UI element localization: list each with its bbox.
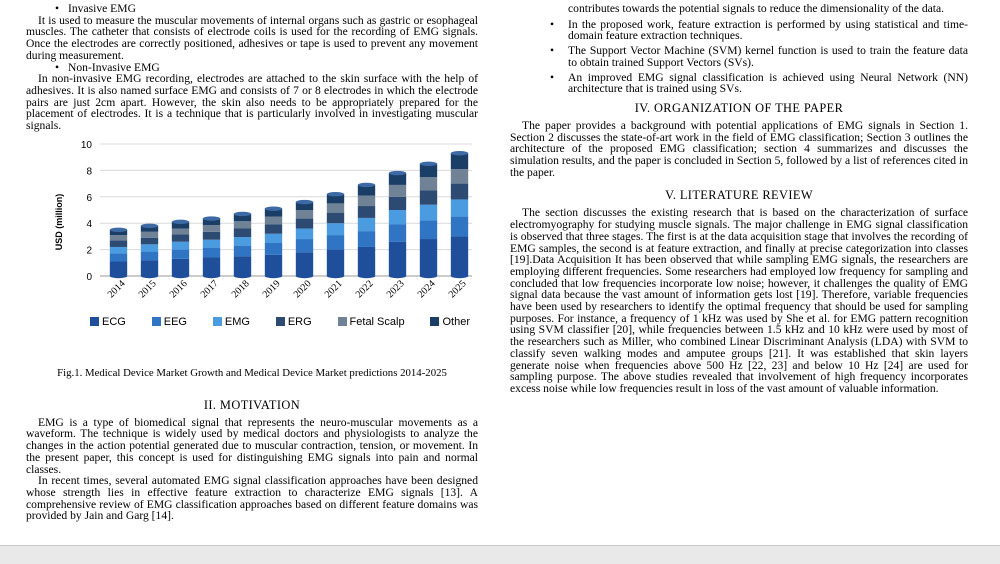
bar-segment: [389, 224, 406, 241]
bar-segment: [203, 239, 220, 247]
x-tick-label: 2014: [105, 278, 128, 300]
bar-bottom-cap: [420, 274, 437, 278]
paragraph-organization: The paper provides a background with potential applications of EMG signals in Section 1. Section 2 discusses the state-of-art work in the field of EMG classification; Section 3 outlines the architecture of the proposed EMG classification; section 4 summarizes and discusses the simulation results, and the paper is concluded in Section 5, followed by a list of references cited in the paper.: [510, 118, 968, 179]
paragraph-invasive-emg: It is used to measure the muscular movements of internal organs such as gastric or esophageal muscles. The catheter that consists of electrode coils is used for the recording of EMG signals. Once the electrodes are correctly positioned, adhesives or tape is used to prevent any movement during measurement.: [26, 13, 478, 62]
bar-segment: [172, 241, 189, 249]
bullet-neural-network: • An improved EMG signal classification is achieved using Neural Network (NN) architecture that is trained using SVs.: [510, 72, 968, 95]
paragraph-literature-review: The section discusses the existing research that is based on the characterization of surface electromyography for studying muscle signals. The major challenge in EMG signal classification is observed that three stages. The first is at the data acquisition stage that involves the recording of EMG samples, the second is at feature extraction, and finally at precise categorization into classes [19].Data Acquisition It has been observed that while sampling EMG signals, the researchers are employing different frequencies. Some researchers had employed low frequency for sampling and concluded that low frequencies incorporate low noise; however, it challenges the quality of EMG signal data because the vast amount of information gets lost [19]. Therefore, variable frequencies have been used by researchers to identify the optimal frequency that should be used for sampling purposes. For instance, a frequency of 1 kHz was used by She et al. for EMG pattern recognition using SVM classifier [20], while frequencies between 1.5 kHz and 10 kHz were used by most of the researchers such as Miller, who combined Linear Discriminant Analysis (LDA) with SVM to classify seven walking modes and amputee groups [21]. It was established that skin layers generate noise when frequencies above 500 Hz [22, 23] and below 10 Hz [24] are used for sampling purpose. The above studies revealed that involvement of high frequency incorporates excess noise while low frequencies result in loss of the vast amount of valuable information.: [510, 206, 968, 395]
bar-bottom-cap: [265, 274, 282, 278]
y-tick-label: 8: [86, 166, 92, 178]
bar-segment: [110, 253, 127, 261]
bar-segment: [234, 237, 251, 246]
bar-segment: [420, 239, 437, 276]
bar-top-cap: [358, 182, 375, 186]
bar-segment: [203, 247, 220, 257]
x-tick-label: 2019: [260, 278, 283, 300]
x-tick-label: 2025: [446, 278, 469, 300]
bar-segment: [389, 210, 406, 225]
bar-segment: [265, 255, 282, 276]
legend-item: [152, 316, 187, 328]
figure-caption: Fig.1. Medical Device Market Growth and Medical Device Market predictions 2014-2025: [57, 366, 447, 379]
bar-segment: [451, 199, 468, 216]
bar-segment: [172, 249, 189, 258]
bar-segment: [110, 247, 127, 254]
bar-segment: [451, 169, 468, 184]
bar-segment: [358, 231, 375, 247]
bar-top-cap: [172, 219, 189, 223]
bar-segment: [265, 233, 282, 242]
bar-bottom-cap: [358, 274, 375, 278]
bar-segment: [172, 234, 189, 241]
bar-segment: [420, 177, 437, 190]
bar-segment: [141, 237, 158, 244]
left-column: [26, 0, 478, 522]
bar-bottom-cap: [141, 274, 158, 278]
section-heading-organization: IV. ORGANIZATION OF THE PAPER: [634, 100, 844, 115]
market-growth-chart: [26, 132, 478, 372]
bar-top-cap: [296, 200, 313, 204]
bar-segment: [451, 183, 468, 199]
legend-item: [338, 316, 405, 328]
x-tick-label: 2015: [136, 278, 159, 300]
bullet-noninvasive-emg: • Non-Invasive EMG: [26, 62, 478, 74]
bar-segment: [327, 235, 344, 250]
bar-bottom-cap: [110, 274, 127, 278]
bar-segment: [141, 260, 158, 276]
bar-top-cap: [203, 216, 220, 220]
bar-segment: [203, 257, 220, 275]
chart-svg: [26, 136, 478, 316]
chart-legend: [90, 316, 470, 328]
x-tick-label: 2018: [229, 278, 252, 300]
bar-segment: [110, 235, 127, 240]
bar-bottom-cap: [234, 274, 251, 278]
legend-item: [213, 316, 250, 328]
bar-segment: [358, 247, 375, 276]
bar-bottom-cap: [203, 274, 220, 278]
bar-segment: [327, 223, 344, 235]
bar-segment: [327, 212, 344, 223]
x-tick-label: 2022: [353, 278, 376, 300]
y-tick-label: 0: [86, 271, 92, 283]
bar-segment: [358, 206, 375, 218]
bar-segment: [296, 210, 313, 219]
bar-segment: [358, 218, 375, 231]
legend-item: [276, 316, 312, 328]
y-tick-label: 10: [80, 139, 92, 151]
bar-segment: [296, 239, 313, 252]
bar-segment: [389, 185, 406, 197]
bottom-scroll-bar[interactable]: [0, 545, 1000, 564]
paragraph-motivation-1: EMG is a type of biomedical signal that represents the neuro-muscular movements as a waveform. The technique is widely used by medical doctors and physiologists to analyze the changes in the action potential generated due to muscular contraction, tension, or movement. In the present paper, this concept is used for distinguishing EMG signals into pain and normal classes.: [26, 415, 478, 476]
legend-swatch: [430, 317, 439, 326]
bar-segment: [420, 204, 437, 220]
bullet-svm: • The Support Vector Machine (SVM) kernel function is used to train the feature data to obtain trained Support Vectors (SVs).: [510, 45, 968, 68]
y-tick-label: 4: [86, 218, 92, 230]
bar-segment: [265, 243, 282, 255]
bar-top-cap: [451, 151, 468, 155]
legend-swatch: [338, 317, 347, 326]
legend-swatch: [90, 317, 99, 326]
section-heading-motivation: II. MOTIVATION: [203, 397, 301, 412]
bar-top-cap: [110, 227, 127, 231]
bar-segment: [265, 224, 282, 233]
y-axis-title: USD (million): [54, 193, 64, 250]
bullet-invasive-emg: • Invasive EMG: [26, 3, 478, 15]
bar-segment: [141, 244, 158, 251]
legend-label: ERG: [287, 315, 312, 328]
bar-segment: [110, 240, 127, 247]
bar-bottom-cap: [296, 274, 313, 278]
legend-item: [430, 316, 470, 328]
paragraph-continued: contributes towards the potential signals to reduce the dimensionality of the data.: [568, 2, 945, 15]
legend-swatch: [276, 317, 285, 326]
legend-swatch: [152, 317, 161, 326]
bullet-feature-extraction: • In the proposed work, feature extraction is performed by using statistical and time-domain feature extraction techniques.: [510, 19, 968, 42]
bar-top-cap: [327, 192, 344, 196]
bar-segment: [203, 225, 220, 232]
bar-top-cap: [141, 223, 158, 227]
x-tick-label: 2023: [384, 278, 407, 300]
bar-top-cap: [234, 211, 251, 215]
bar-segment: [451, 153, 468, 169]
legend-swatch: [213, 317, 222, 326]
bar-bottom-cap: [172, 274, 189, 278]
bar-segment: [141, 232, 158, 238]
bar-segment: [203, 232, 220, 240]
bar-segment: [296, 228, 313, 239]
bar-segment: [234, 221, 251, 228]
paragraph-motivation-2: In recent times, several automated EMG signal classification approaches have been designed whose strength lies in effective feature extraction to characterize EMG signals [13]. A comprehensive review of EMG classification approaches based on different feature domains was provided by Jain and Garg [14].: [26, 474, 478, 523]
bar-segment: [451, 236, 468, 276]
bar-segment: [327, 203, 344, 212]
paragraph-noninvasive-emg: In non-invasive EMG recording, electrodes are attached to the skin surface with the help of adhesives. It is also named surface EMG and consists of 7 or 8 electrodes in which the electrode pairs are just 2cm apart. However, the skin also needs to be appropriately prepared for the placement of electrodes. It is a technique that is particularly involved in investigating muscular signals.: [26, 72, 478, 133]
bar-segment: [172, 259, 189, 276]
bar-segment: [234, 228, 251, 237]
legend-label: EEG: [163, 315, 187, 328]
bar-segment: [172, 228, 189, 234]
x-tick-label: 2024: [415, 278, 438, 300]
bar-top-cap: [265, 206, 282, 210]
x-tick-label: 2016: [167, 278, 190, 300]
y-tick-label: 6: [86, 192, 92, 204]
right-column: [510, 0, 968, 395]
bar-segment: [234, 256, 251, 276]
bar-segment: [327, 249, 344, 275]
bar-segment: [265, 216, 282, 224]
bar-segment: [296, 252, 313, 276]
bar-segment: [389, 197, 406, 210]
bar-segment: [420, 190, 437, 205]
bar-bottom-cap: [389, 274, 406, 278]
legend-label: Fetal Scalp: [349, 315, 405, 328]
legend-label: EMG: [224, 315, 250, 328]
bar-segment: [420, 220, 437, 238]
bar-segment: [234, 245, 251, 256]
legend-label: Other: [442, 315, 470, 328]
bar-top-cap: [420, 161, 437, 165]
x-tick-label: 2017: [198, 278, 221, 300]
bar-segment: [358, 195, 375, 206]
y-tick-label: 2: [86, 245, 92, 257]
bar-segment: [451, 216, 468, 236]
bar-segment: [141, 251, 158, 260]
legend-label: ECG: [102, 315, 126, 328]
section-heading-literature-review: V. LITERATURE REVIEW: [665, 188, 813, 203]
x-tick-label: 2020: [291, 278, 314, 300]
bar-segment: [296, 218, 313, 228]
bar-segment: [389, 241, 406, 275]
bar-top-cap: [389, 171, 406, 175]
x-tick-label: 2021: [322, 278, 345, 300]
bar-bottom-cap: [451, 274, 468, 278]
bar-bottom-cap: [327, 274, 344, 278]
legend-item: [90, 316, 126, 328]
